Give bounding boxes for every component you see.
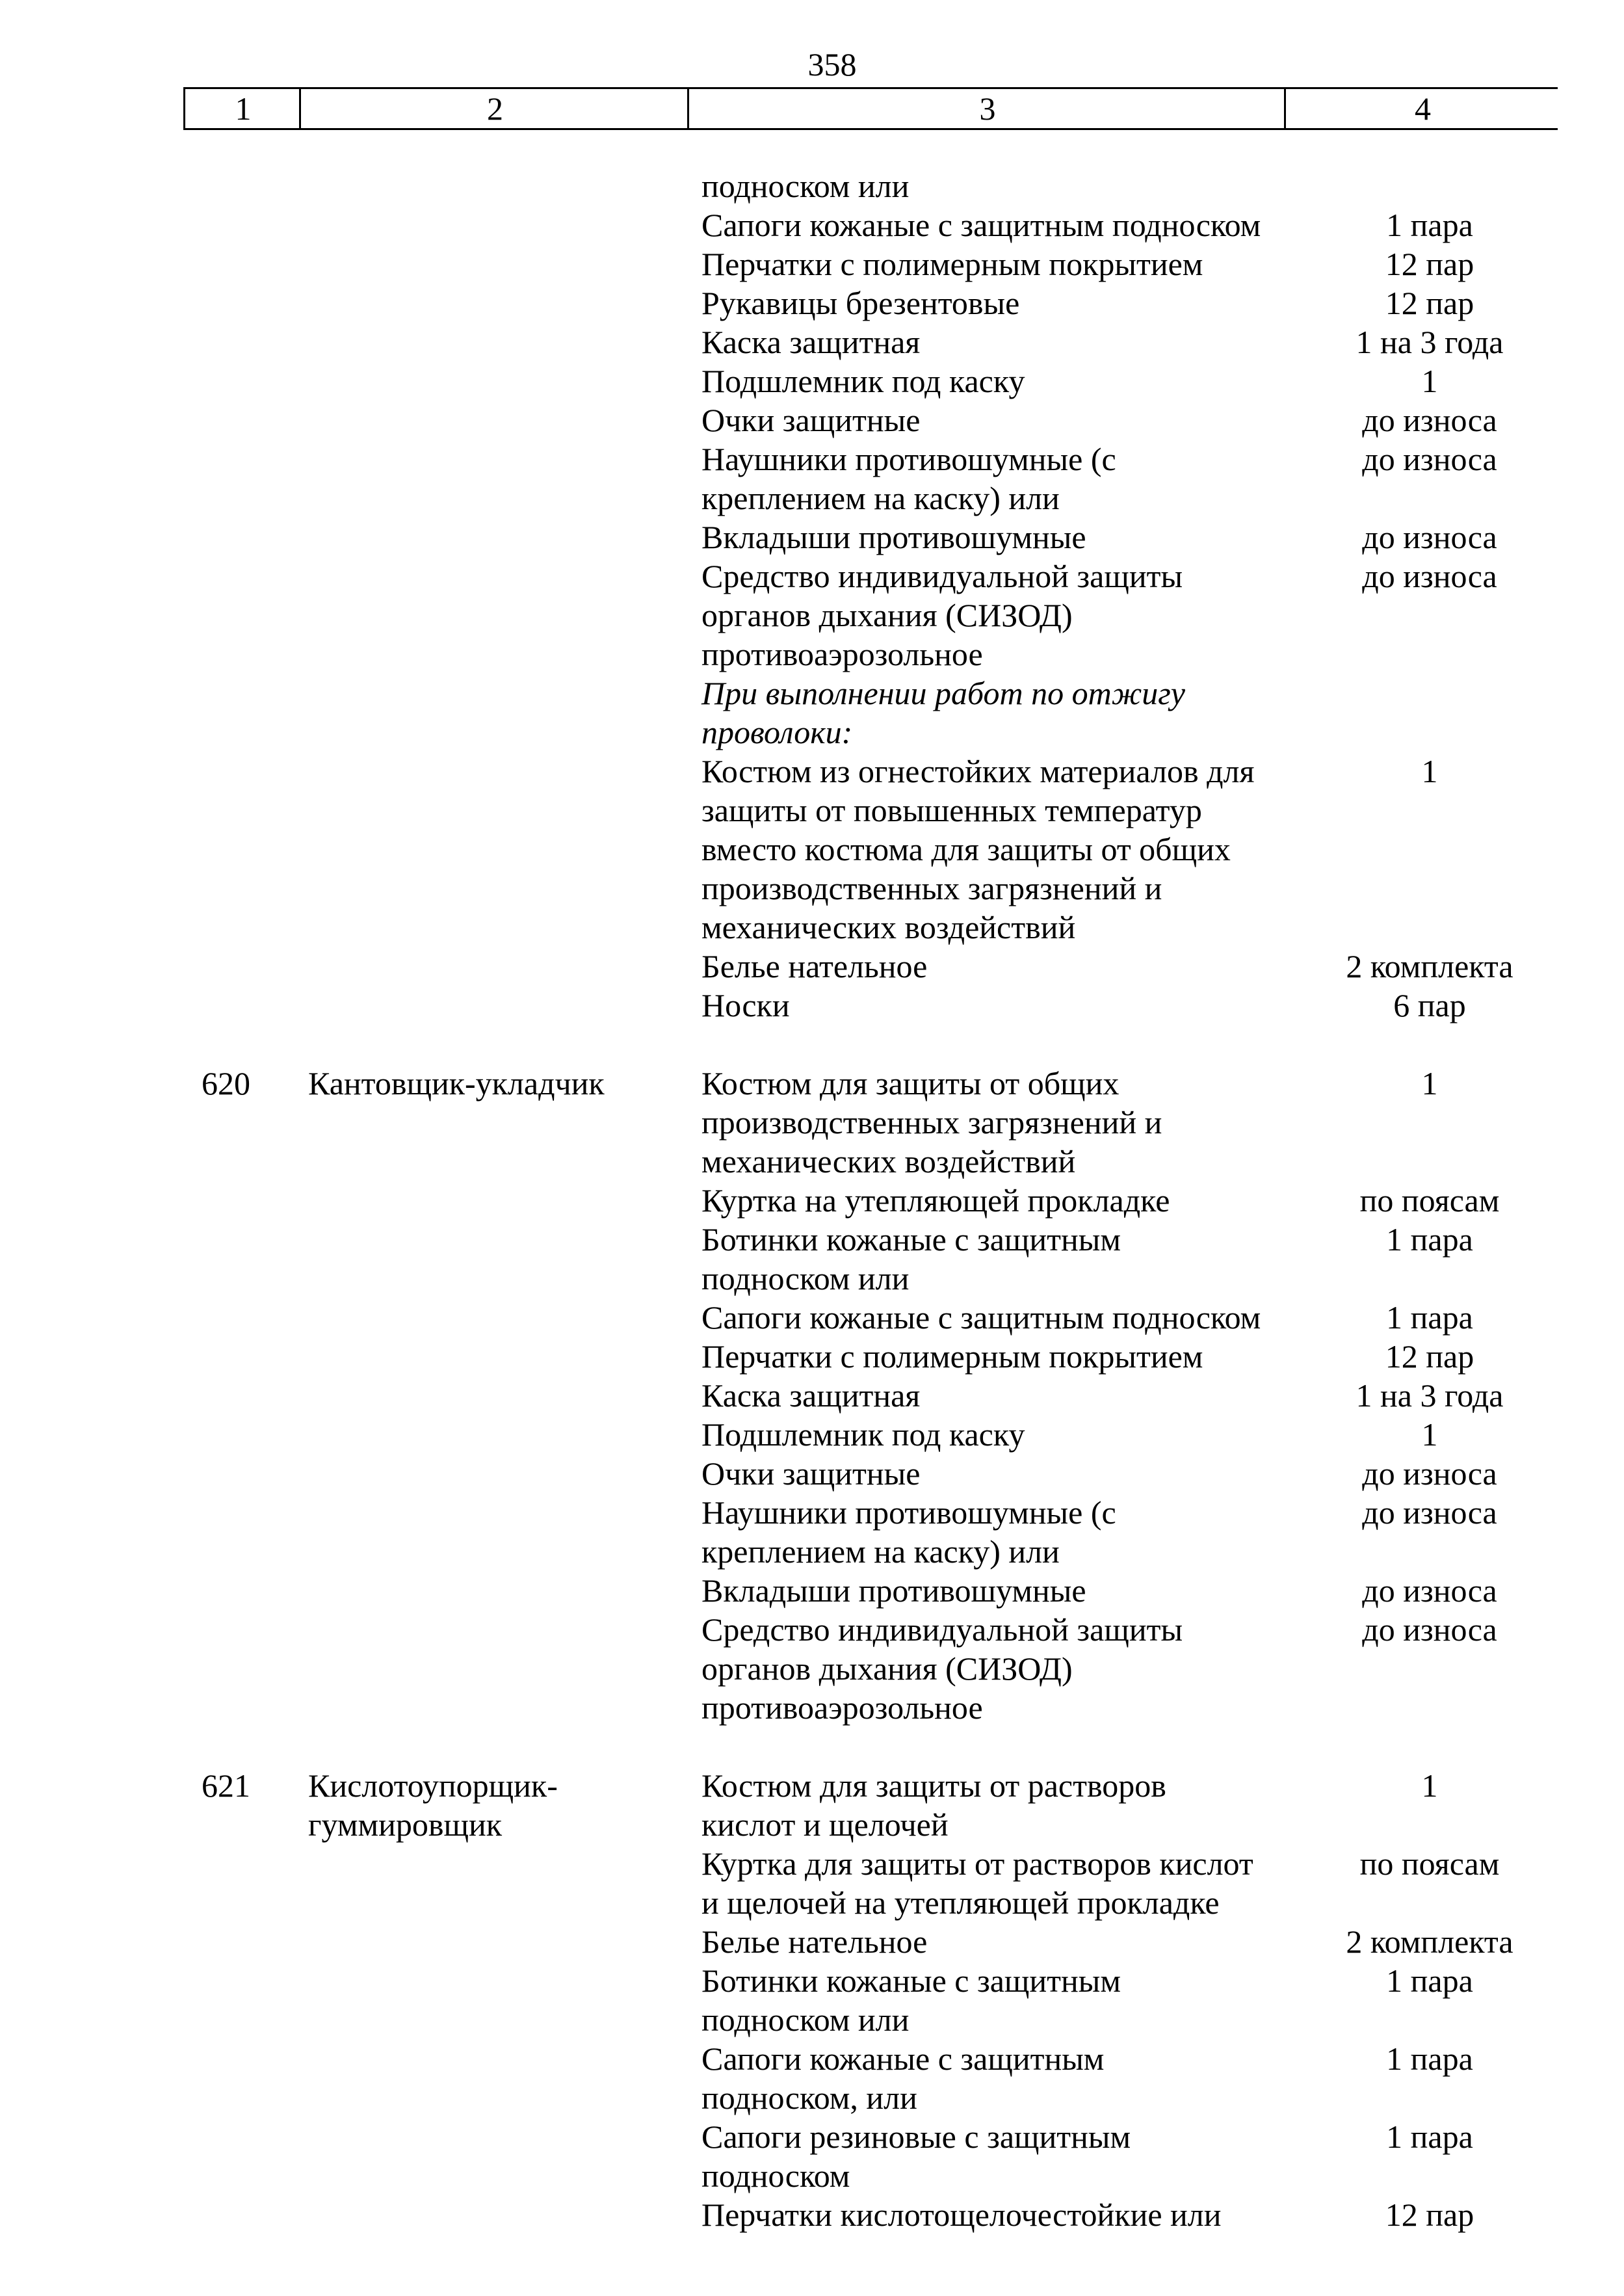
ppe-item-quantity: 1 пара [1386, 1221, 1473, 1258]
ppe-item-quantity: 1 [1421, 363, 1438, 399]
ppe-item-name: Белье нательное [701, 1923, 928, 1960]
ppe-item-name: Очки защитные [701, 402, 921, 438]
ppe-item-name: Перчатки с полимерным покрытием [701, 1338, 1203, 1375]
ppe-item-name: Носки [701, 987, 790, 1023]
ppe-item [0, 2039, 1624, 2117]
ppe-item-quantity: 1 пара [1386, 1299, 1473, 1336]
table-row [0, 1766, 1624, 2234]
ppe-item-name: Подшлемник под каску [701, 1416, 1025, 1453]
ppe-item-quantity: 2 комплекта [1346, 1923, 1513, 1960]
ppe-item-quantity: по поясам [1359, 1845, 1500, 1882]
ppe-item [0, 1220, 1624, 1298]
ppe-item [0, 1337, 1624, 1376]
ppe-item [0, 1415, 1624, 1454]
ppe-item [0, 752, 1624, 947]
ppe-item [0, 557, 1624, 674]
ppe-item [0, 1922, 1624, 1961]
ppe-item-name: Наушники противошумные (с креплением на каску) или [701, 441, 1116, 516]
row-number: 621 [202, 1767, 250, 1804]
ppe-item [0, 284, 1624, 323]
ppe-item-name: Рукавицы брезентовые [701, 285, 1020, 321]
ppe-item [0, 440, 1624, 518]
ppe-item [0, 518, 1624, 557]
ppe-item [0, 362, 1624, 401]
ppe-item-quantity: 1 [1421, 1416, 1438, 1453]
condition-note [0, 674, 1624, 752]
page-number: 358 [807, 46, 857, 83]
ppe-item [0, 205, 1624, 244]
row-number: 620 [202, 1065, 250, 1102]
ppe-item-name: Очки защитные [701, 1455, 921, 1492]
ppe-item-name: Костюм из огнестойких материалов для защиты от повышенных температур вместо костюма для защиты от общих производственных загрязнений и механических воздействий [701, 753, 1255, 945]
ppe-item-name: Подшлемник под каску [701, 363, 1025, 399]
ppe-item-quantity [1287, 674, 1573, 752]
table-header [183, 87, 1558, 130]
ppe-item-name: Сапоги резиновые с защитным подноском [701, 2118, 1131, 2194]
profession-name: Кислотоупорщик- гуммировщик [308, 1767, 558, 1843]
header-col-3: 3 [687, 89, 1286, 128]
ppe-item [0, 1610, 1624, 1727]
ppe-item-quantity: 1 на 3 года [1356, 1377, 1504, 1414]
ppe-item [0, 947, 1624, 986]
ppe-item-quantity: до износа [1362, 1455, 1497, 1492]
ppe-item-quantity: 1 [1421, 1767, 1438, 1804]
ppe-item-quantity: 12 пар [1385, 1338, 1474, 1375]
ppe-item-quantity: 12 пар [1385, 285, 1474, 321]
ppe-item-name: Сапоги кожаные с защитным подноском [701, 1299, 1261, 1336]
ppe-item-quantity: до износа [1362, 1611, 1497, 1648]
ppe-item-quantity: 6 пар [1393, 987, 1466, 1023]
ppe-item-name: Средство индивидуальной защиты органов дыхания (СИЗОД) противоаэрозольное [701, 1611, 1183, 1726]
ppe-item-name: Сапоги кожаные с защитным подноском, или [701, 2040, 1105, 2116]
ppe-item-quantity: до износа [1362, 558, 1497, 594]
ppe-item-name: Вкладыши противошумные [701, 1572, 1086, 1609]
ppe-item [0, 2195, 1624, 2234]
ppe-item [0, 1298, 1624, 1337]
ppe-item-name: Средство индивидуальной защиты органов дыхания (СИЗОД) противоаэрозольное [701, 558, 1183, 672]
ppe-item-quantity: до износа [1362, 1572, 1497, 1609]
ppe-item [0, 1181, 1624, 1220]
table-row [0, 1064, 1624, 1727]
ppe-item [0, 1454, 1624, 1493]
ppe-item-name: Каска защитная [701, 324, 921, 360]
ppe-item-name: Ботинки кожаные с защитным подноском или [701, 1962, 1121, 2038]
ppe-item-quantity: до износа [1362, 441, 1497, 477]
ppe-item-quantity: до износа [1362, 402, 1497, 438]
ppe-item-quantity: 2 комплекта [1346, 948, 1513, 984]
ppe-item-name: Каска защитная [701, 1377, 921, 1414]
ppe-item [0, 2117, 1624, 2195]
ppe-item-name: При выполнении работ по отжигу проволоки: [701, 675, 1185, 750]
ppe-item-name: Белье нательное [701, 948, 928, 984]
ppe-item-quantity: 1 пара [1386, 2040, 1473, 2077]
ppe-item [0, 1571, 1624, 1610]
ppe-item [0, 323, 1624, 362]
table-row [0, 166, 1624, 1025]
ppe-item-quantity: до износа [1362, 519, 1497, 555]
table-body [0, 166, 1624, 2234]
ppe-item-quantity: 1 пара [1386, 207, 1473, 243]
ppe-item-quantity: по поясам [1359, 1182, 1500, 1219]
header-col-1: 1 [183, 89, 301, 128]
ppe-item-quantity: 1 на 3 года [1356, 324, 1504, 360]
ppe-item-name: Вкладыши противошумные [701, 519, 1086, 555]
ppe-item [0, 166, 1624, 205]
ppe-item-name: Перчатки кислотощелочестойкие или [701, 2197, 1222, 2233]
ppe-item-name: Сапоги кожаные с защитным подноском [701, 207, 1261, 243]
ppe-item-quantity: 12 пар [1385, 246, 1474, 282]
ppe-item-quantity: 1 пара [1386, 2118, 1473, 2155]
ppe-item-name: Куртка для защиты от растворов кислот и щелочей на утепляющей прокладке [701, 1845, 1253, 1921]
ppe-item [0, 986, 1624, 1025]
ppe-item-name: Ботинки кожаные с защитным подноском или [701, 1221, 1121, 1297]
ppe-item-quantity [1287, 166, 1573, 205]
ppe-item-name: Костюм для защиты от растворов кислот и щелочей [701, 1767, 1166, 1843]
ppe-item-quantity: 12 пар [1385, 2197, 1474, 2233]
ppe-item [0, 401, 1624, 440]
ppe-item-quantity: 1 [1421, 753, 1438, 789]
ppe-item-name: Куртка на утепляющей прокладке [701, 1182, 1170, 1219]
ppe-item [0, 244, 1624, 284]
ppe-item-quantity: 1 пара [1386, 1962, 1473, 1999]
ppe-item [0, 1961, 1624, 2039]
profession-name: Кантовщик-укладчик [308, 1065, 605, 1102]
ppe-item-name: Костюм для защиты от общих производственных загрязнений и механических воздействий [701, 1065, 1162, 1180]
ppe-item [0, 1493, 1624, 1571]
ppe-item [0, 1376, 1624, 1415]
ppe-item [0, 1844, 1624, 1922]
ppe-item-quantity: 1 [1421, 1065, 1438, 1102]
header-col-4: 4 [1284, 89, 1560, 128]
header-col-2: 2 [299, 89, 689, 128]
ppe-item-name: подноском или [701, 168, 910, 204]
ppe-item-name: Наушники противошумные (с креплением на каску) или [701, 1494, 1116, 1570]
ppe-item-name: Перчатки с полимерным покрытием [701, 246, 1203, 282]
ppe-item-quantity: до износа [1362, 1494, 1497, 1531]
